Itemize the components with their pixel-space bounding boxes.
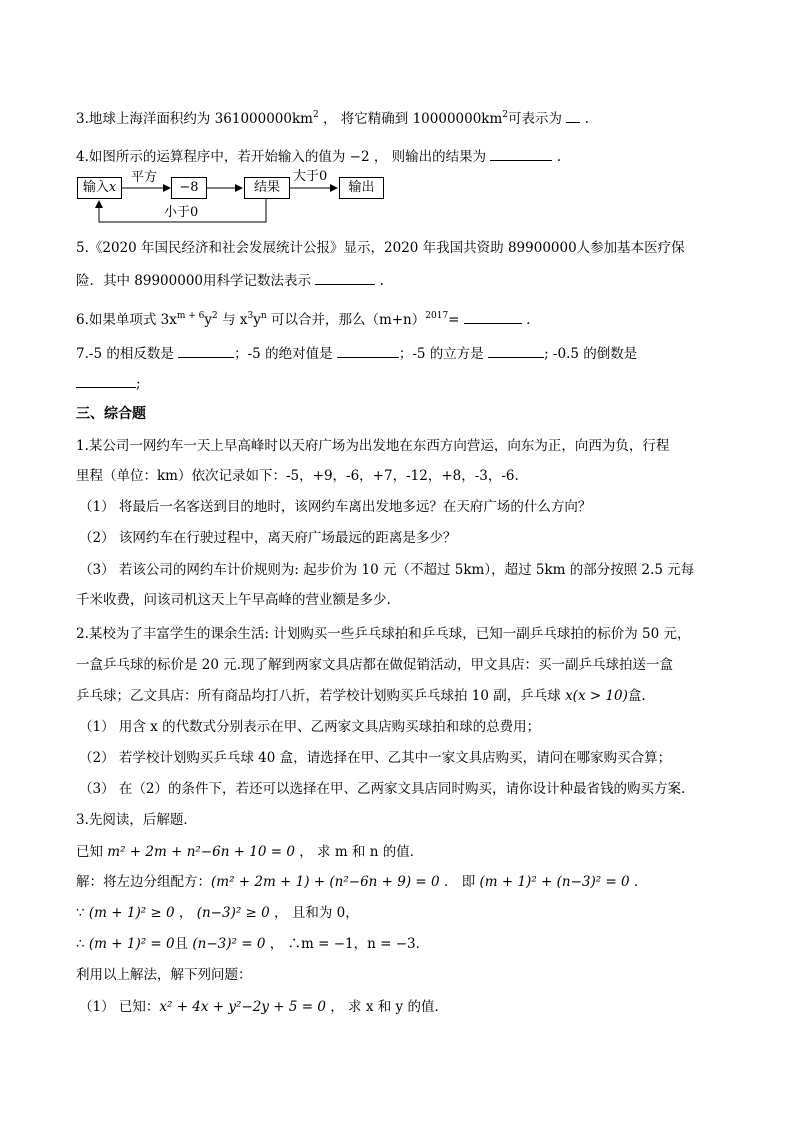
p2-line-3-text: 乒乓球；乙文具店：所有商品均打八折，若学校计划购买乒乓球拍 10 副，乒乓球: [76, 688, 566, 704]
p1-sub-2: （2） 该网约车在行驶过程中，离天府广场最远的距离是多少？: [79, 530, 457, 546]
p3-because-eq-2: (n−3)² ≥ 0: [196, 905, 270, 921]
p3-sub-1-text: （1） 已知：: [79, 999, 160, 1015]
flow-output-box: 输出: [339, 177, 384, 199]
flow-input-box: 输入𝑥: [77, 177, 122, 199]
flow-square-label: 平方: [131, 170, 158, 185]
q5-end: .: [375, 273, 384, 289]
q7-blank-2[interactable]: [337, 343, 399, 358]
q4-text: 4.如图所示的运算程序中，若开始输入的值为 −2 ， 则输出的结果为: [76, 149, 491, 165]
q6-end: .: [521, 312, 531, 328]
flow-result-box: 结果: [244, 177, 290, 199]
p3-sub-1-equation: x² + 4x + y²−2y + 5 = 0: [159, 999, 326, 1015]
p3-known-end: ， 求 m 和 n 的值．: [294, 844, 424, 860]
p3-solution: [76, 873, 647, 891]
q6-text-e: 可以合并，那么（m+n）: [266, 312, 426, 328]
question-7: [76, 343, 637, 363]
p3-because-eq-1: (m + 1)² ≥ 0: [88, 905, 175, 921]
q5-text: 险．其中 89900000用科学记数法表示: [76, 273, 316, 289]
p3-therefore-eq-1: (m + 1)² = 0: [88, 936, 175, 952]
q7-text-e: ;: [136, 376, 141, 392]
p3-because: [76, 904, 359, 922]
q7-text-a: 7.-5 的相反数是: [76, 346, 179, 362]
p2-sub-3: （3） 在（2）的条件下，若还可以选择在甲、乙两家文具店同时购买，请你设计种最省钱的购买方案.: [79, 781, 686, 797]
q6-sup-4: n: [260, 311, 267, 321]
q3-text-d: .: [580, 111, 589, 127]
p3-sol-text-c: ．: [629, 874, 648, 890]
p1-sub-3-line-1: （3） 若该公司的网约车计价规则为: 起步价为 10 元（不超过 5km），超过 5km 的部分按照 2.5 元每: [79, 562, 695, 578]
p3-therefore-text-c: ， ∴m = −1，n = −3．: [265, 936, 430, 952]
q6-sup-1: m + 6: [176, 311, 205, 321]
q6-text-d: y: [253, 312, 261, 328]
q6-answer-blank[interactable]: [464, 309, 522, 324]
p2-line-3-math: x(x > 10): [565, 688, 628, 704]
p3-known-text: 已知: [76, 844, 108, 860]
p3-sol-text-a: 解：将左边分组配方：: [76, 874, 211, 890]
q6-text-a: 6.如果单项式 3x: [76, 312, 177, 328]
q4-end: .: [552, 149, 562, 165]
q6-text-b: y: [204, 312, 213, 328]
p2-line-1: 2.某校为了丰富学生的课余生活: 计划购买一些乒乓球拍和乒乓球，已知一副乒乓球拍的标价为 50 元，: [76, 626, 691, 642]
section-heading: 三、综合题: [76, 406, 146, 422]
q7-blank-1[interactable]: [178, 343, 234, 358]
p3-use: 利用以上解法，解下列问题：: [76, 967, 252, 983]
q3-text-c: 可表示为: [508, 111, 567, 127]
q6-sup-2: 2: [212, 311, 218, 321]
p3-therefore: [76, 935, 429, 953]
p2-line-3-end: 盒.: [627, 688, 646, 704]
p3-sol-text-b: ． 即: [439, 874, 480, 890]
q3-answer-blank[interactable]: [566, 108, 580, 123]
p3-because-sym: ∵: [76, 905, 89, 921]
question-4: [76, 146, 561, 166]
question-6: [76, 309, 530, 331]
flow-gt0-label: 大于0: [293, 169, 328, 184]
question-7-line-2: [76, 373, 141, 393]
p3-because-text-c: ， 且和为 0，: [269, 905, 359, 921]
q5-answer-blank[interactable]: [315, 270, 375, 285]
q7-text-d: ; -0.5 的倒数是: [544, 346, 638, 362]
q6-sup-3: 3: [247, 311, 254, 321]
q6-text-f: =: [448, 312, 464, 328]
q4-answer-blank[interactable]: [490, 146, 552, 161]
p3-therefore-eq-2: (n−3)² = 0: [192, 936, 266, 952]
q7-text-c: ；-5 的立方是: [398, 346, 489, 362]
p3-sub-1-end: ， 求 x 和 y 的值．: [325, 999, 448, 1015]
flow-minus8-box: −8: [171, 177, 207, 199]
p2-sub-2: （2） 若学校计划购买乒乓球 40 盒，请选择在甲、乙其中一家文具店购买，请问在哪家购买合算；: [79, 750, 672, 766]
p1-sub-1: （1） 将最后一名客送到目的地时，该网约车离出发地多远？在天府广场的什么方向？: [79, 499, 592, 515]
q3-text-a: 3.地球上海洋面积约为 361000000km: [76, 111, 313, 127]
p1-line-1: 1.某公司一网约车一天上早高峰时以天府广场为出发地在东西方向营运，向东为正，向西为负，行程: [76, 438, 670, 454]
question-5-line-1: 5.《2020 年国民经济和社会发展统计公报》显示，2020 年我国共资助 89900000人参加基本医疗保: [76, 240, 685, 256]
p2-line-2: 一盒乒乓球的标价是 20 元.现了解到两家文具店都在做促销活动，甲文具店：买一副乒乓球拍送一盒: [76, 657, 674, 673]
q3-sup-1: 2: [312, 110, 319, 120]
p1-line-2: 里程（单位：km）依次记录如下：-5，+9，-6，+7，-12，+8，-3，-6.: [76, 468, 519, 484]
question-5-line-2: [76, 270, 384, 290]
p1-sub-3-line-2: 千米收费，问该司机这天上午早高峰的营业额是多少.: [76, 592, 391, 608]
p3-sol-eq-2: (m + 1)² + (n−3)² = 0: [479, 874, 630, 890]
p3-line-1: 3.先阅读，后解题．: [76, 812, 197, 828]
p3-therefore-text-b: 且: [174, 936, 193, 952]
q6-text-c: 与 x: [217, 312, 248, 328]
q7-blank-4[interactable]: [76, 373, 136, 388]
p3-because-text-b: ，: [174, 905, 197, 921]
p3-therefore-sym: ∴: [76, 936, 89, 952]
q7-text-b: ；-5 的绝对值是: [234, 346, 337, 362]
p3-known-equation: m² + 2m + n²−6n + 10 = 0: [107, 844, 295, 860]
question-3: [76, 108, 589, 130]
q3-text-b: ， 将它精确到 10000000km: [323, 111, 503, 127]
q3-sup-2: 2: [502, 110, 509, 120]
p2-line-3: [76, 687, 646, 705]
p3-known: [76, 843, 423, 861]
p2-sub-1: （1） 用含 x 的代数式分别表示在甲、乙两家文具店购买球拍和球的总费用；: [79, 719, 541, 735]
p3-sub-1: [79, 998, 448, 1016]
q7-blank-3[interactable]: [488, 343, 544, 358]
flow-lt0-label: 小于0: [164, 205, 199, 220]
p3-sol-eq-1: (m² + 2m + 1) + (n²−6n + 9) = 0: [211, 874, 440, 890]
q6-sup-5: 2017: [425, 311, 449, 321]
